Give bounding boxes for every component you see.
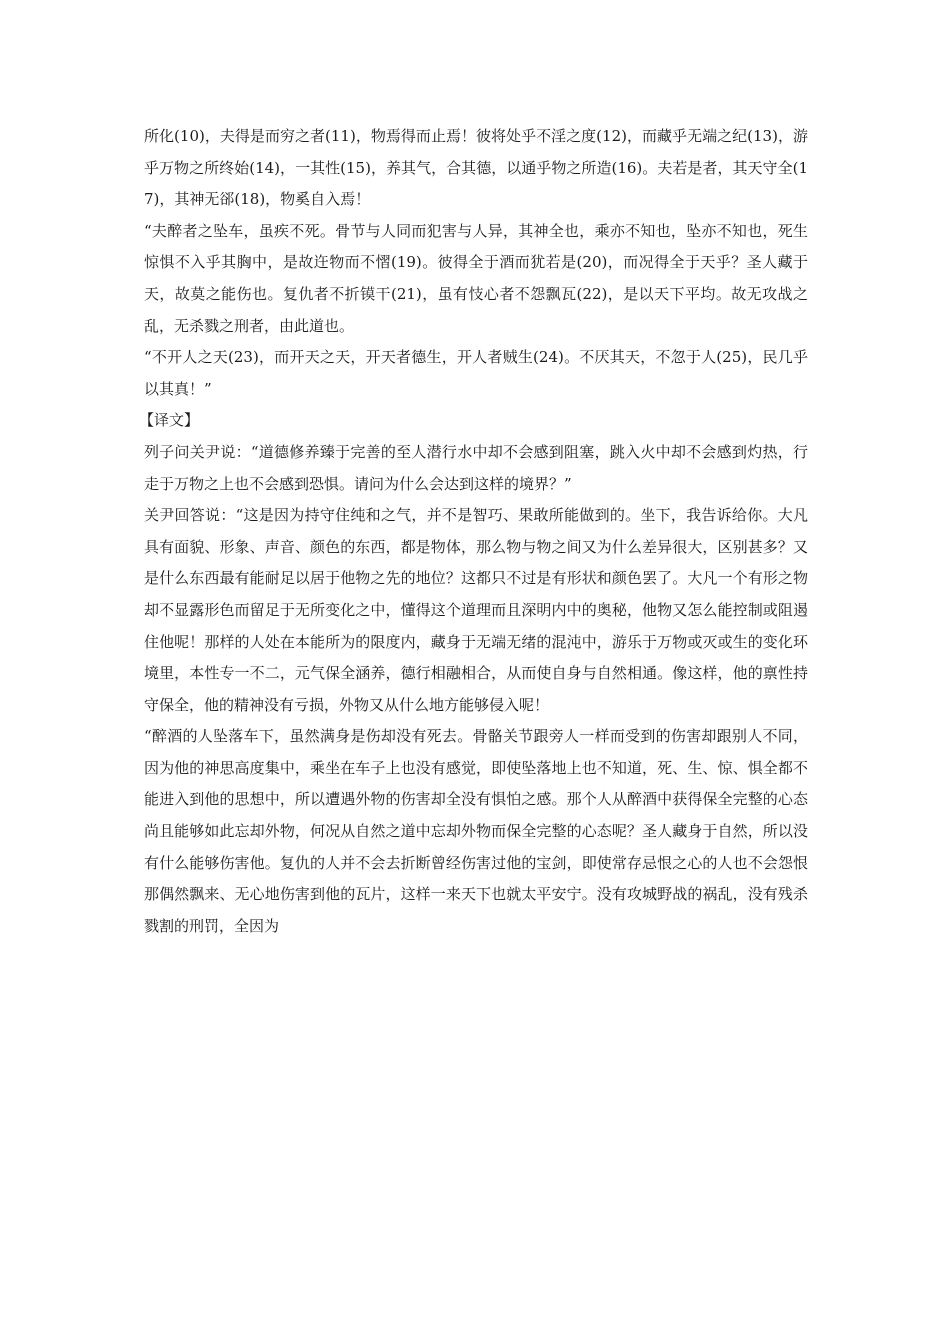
document-page <box>139 121 808 942</box>
translation-paragraph-3: “醉酒的人坠落车下，虽然满身是伤却没有死去。骨骼关节跟旁人一样而受到的伤害却跟别人不同，因为他的神思高度集中，乘坐在车子上也没有感觉，即使坠落地上也不知道，死、生、惊、惧全都不能进入到他的思想中，所以遭遇外物的伤害却全没有惧怕之感。那个人从醉酒中获得保全完整的心态尚且能够如此忘却外物，何况从自然之道中忘却外物而保全完整的心态呢？圣人藏身于自然，所以没有什么能够伤害他。复仇的人并不会去折断曾经伤害过他的宝剑，即使常存忌恨之心的人也不会怨恨那偶然飘来、无心地伤害到他的瓦片，这样一来天下也就太平安宁。没有攻城野战的祸乱，没有残杀戮割的刑罚，全因为 <box>144 727 808 935</box>
translation-paragraph-1: 列子问关尹说：“道德修养臻于完善的至人潜行水中却不会感到阻塞，跳入火中却不会感到灼热，行走于万物之上也不会感到恐惧。请问为什么会达到这样的境界？” <box>144 442 808 493</box>
original-text-paragraph-1: 所化(10)，夫得是而穷之者(11)，物焉得而止焉！彼将处乎不淫之度(12)，而藏乎无端之纪(13)，游乎万物之所终始(14)，一其性(15)，养其气，合其德，以通乎物之所造(16)。夫若是者，其天守全(17)，其神无郤(18)，物奚自入焉！ <box>144 127 808 209</box>
original-text-paragraph-3: “不开人之天(23)，而开天之天，开天者德生，开人者贼生(24)。不厌其天，不忽于人(25)，民几乎以其真！” <box>144 348 808 398</box>
translation-paragraph-2: 关尹回答说：“这是因为持守住纯和之气，并不是智巧、果敢所能做到的。坐下，我告诉给你。大凡具有面貌、形象、声音、颜色的东西，都是物体，那么物与物之间又为什么差异很大，区别甚多？又是什么东西最有能耐足以居于他物之先的地位？这都只不过是有形状和颜色罢了。大凡一个有形之物却不显露形色而留足于无所变化之中，懂得这个道理而且深明内中的奥秘，他物又怎么能控制或阻遏住他呢！那样的人处在本能所为的限度内，藏身于无端无绪的混沌中，游乐于万物或灭或生的变化环境里，本性专一不二，元气保全涵养，德行相融相合，从而使自身与自然相通。像这样，他的禀性持守保全，他的精神没有亏损，外物又从什么地方能够侵入呢！ <box>144 506 808 714</box>
original-text-paragraph-2: “夫醉者之坠车，虽疾不死。骨节与人同而犯害与人异，其神全也，乘亦不知也，坠亦不知也，死生惊惧不入乎其胸中，是故迕物而不慴(19)。彼得全于酒而犹若是(20)，而况得全于天乎？圣人藏于天，故莫之能伤也。复仇者不折镆干(21)，虽有忮心者不怨飘瓦(22)，是以天下平均。故无攻战之乱，无杀戮之刑者，由此道也。 <box>144 221 808 335</box>
translation-heading: 【译文】 <box>139 411 200 430</box>
